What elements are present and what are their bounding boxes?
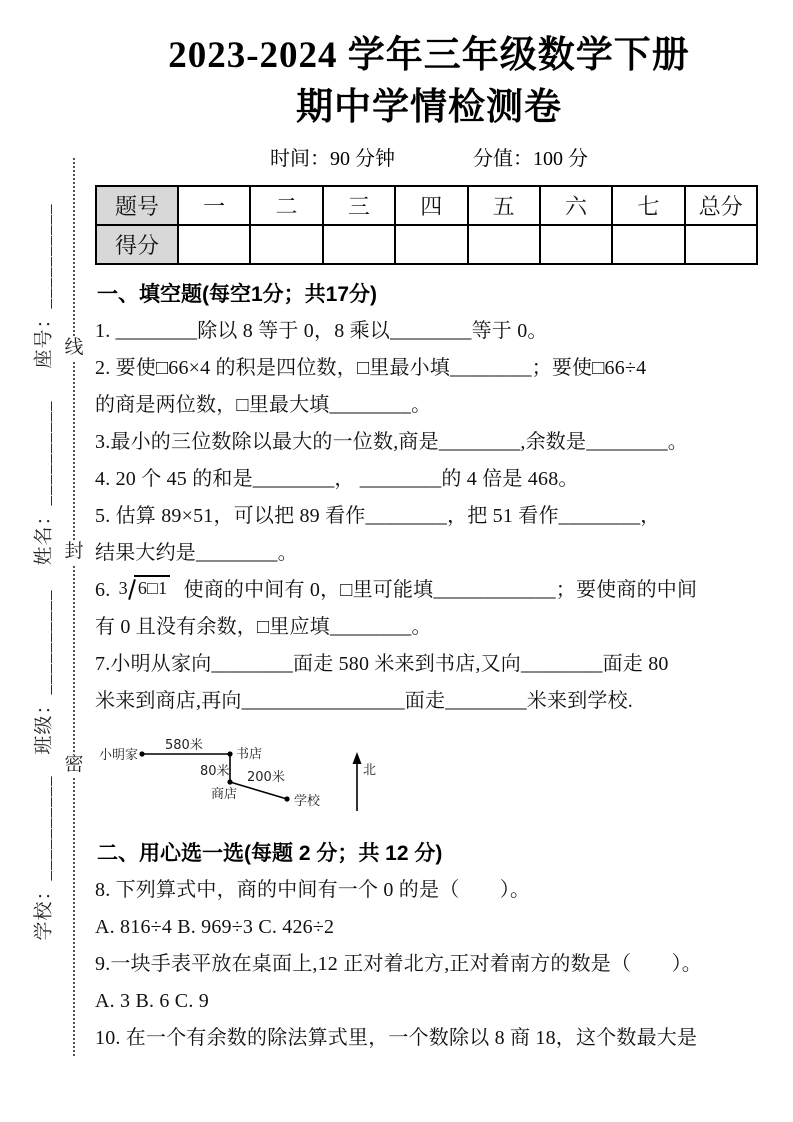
question-5-line1: 5. 估算 89×51，可以把 89 看作________，把 51 看作________，	[95, 504, 661, 527]
exam-meta	[95, 142, 763, 171]
score-table-col-1: 一	[178, 186, 250, 225]
school-dot	[284, 796, 289, 801]
score-cell	[612, 225, 684, 264]
exam-title-line2: 期中学情检测卷	[296, 86, 562, 128]
bookstore-label: 书店	[236, 746, 263, 762]
distance-80m-label: 80米	[200, 763, 230, 779]
question-2-line1: 2. 要使□66×4 的积是四位数，□里最小填________；要使□66÷4	[95, 356, 647, 379]
seat-number-field: 座号：__________	[33, 203, 55, 369]
score-table-col-4: 四	[395, 186, 467, 225]
school-label: 学校	[294, 793, 321, 809]
seal-dotted-line	[73, 158, 75, 1056]
exam-content	[95, 30, 763, 1057]
score-table-col-7: 七	[612, 186, 684, 225]
question-6-line2: 有 0 且没有余数，□里应填________。	[95, 615, 432, 638]
question-7-line1: 7.小明从家向________面走 580 米来到书店,又向________面走 80	[95, 652, 669, 675]
question-6-number: 6.	[95, 578, 111, 601]
seal-char-xian: 线	[64, 337, 84, 358]
score-row-label: 得分	[96, 225, 178, 264]
score-table-col-5: 五	[468, 186, 540, 225]
school-field: 学校：__________	[33, 775, 55, 941]
home-label: 小明家	[99, 747, 139, 763]
score-table-score-row	[96, 225, 757, 264]
score-cell	[468, 225, 540, 264]
north-arrow-head-icon	[353, 752, 362, 764]
exam-time: 时间：90 分钟	[270, 147, 395, 170]
question-6-line1	[95, 572, 763, 609]
question-7-line2: 米来到商店,再向________________面走________米来到学校.	[95, 689, 633, 712]
score-cell	[178, 225, 250, 264]
score-table	[95, 185, 758, 265]
score-cell	[685, 225, 757, 264]
student-name-field: 姓名：__________	[33, 400, 55, 566]
long-division-dividend: 6□1	[134, 575, 170, 599]
section1-heading: 一、填空题(每空1分；共17分)	[97, 282, 378, 306]
score-table-col-3: 三	[323, 186, 395, 225]
section2-heading: 二、用心选一选(每题 2 分；共 12 分)	[97, 841, 443, 865]
question-8: 8. 下列算式中，商的中间有一个 0 的是（ ）。	[95, 878, 531, 901]
score-cell	[250, 225, 322, 264]
question-2-line2: 的商是两位数，□里最大填________。	[95, 393, 432, 416]
distance-200m-label: 200米	[247, 769, 285, 785]
score-cell	[540, 225, 612, 264]
score-cell	[323, 225, 395, 264]
seal-char-mi: 密	[64, 754, 84, 775]
score-cell	[395, 225, 467, 264]
question-10: 10. 在一个有余数的除法算式里，一个数除以 8 商 18，这个数最大是	[95, 1026, 698, 1049]
question-9: 9.一块手表平放在桌面上,12 正对着北方,正对着南方的数是（ ）。	[95, 952, 702, 975]
seal-char-feng: 封	[64, 541, 84, 562]
question-9-options: A. 3 B. 6 C. 9	[95, 989, 209, 1012]
question-8-options: A. 816÷4 B. 969÷3 C. 426÷2	[95, 915, 335, 938]
long-division-divisor: 3	[118, 577, 128, 598]
question-3: 3.最小的三位数除以最大的一位数,商是________,余数是________。	[95, 430, 688, 453]
route-map-figure	[97, 729, 397, 824]
shop-label: 商店	[211, 786, 238, 802]
score-table-col-2: 二	[250, 186, 322, 225]
question-5-line2: 结果大约是________。	[95, 541, 298, 564]
score-table-header-row	[96, 186, 757, 225]
score-table-corner: 题号	[96, 186, 178, 225]
class-field: 班级：__________	[33, 589, 55, 755]
long-division-expression	[119, 575, 171, 599]
score-table-col-total: 总分	[685, 186, 757, 225]
question-6-text: 使商的中间有 0，□里可能填____________；要使商的中间	[183, 578, 698, 601]
question-1: 1. ________除以 8 等于 0，8 乘以________等于 0。	[95, 319, 548, 342]
north-label: 北	[363, 762, 377, 778]
exam-total-score: 分值：100 分	[473, 147, 588, 170]
score-table-col-6: 六	[540, 186, 612, 225]
exam-title-line1: 2023-2024 学年三年级数学下册	[168, 35, 690, 76]
distance-580m-label: 580米	[165, 737, 203, 753]
question-4: 4. 20 个 45 的和是________， ________的 4 倍是 468。	[95, 467, 579, 490]
